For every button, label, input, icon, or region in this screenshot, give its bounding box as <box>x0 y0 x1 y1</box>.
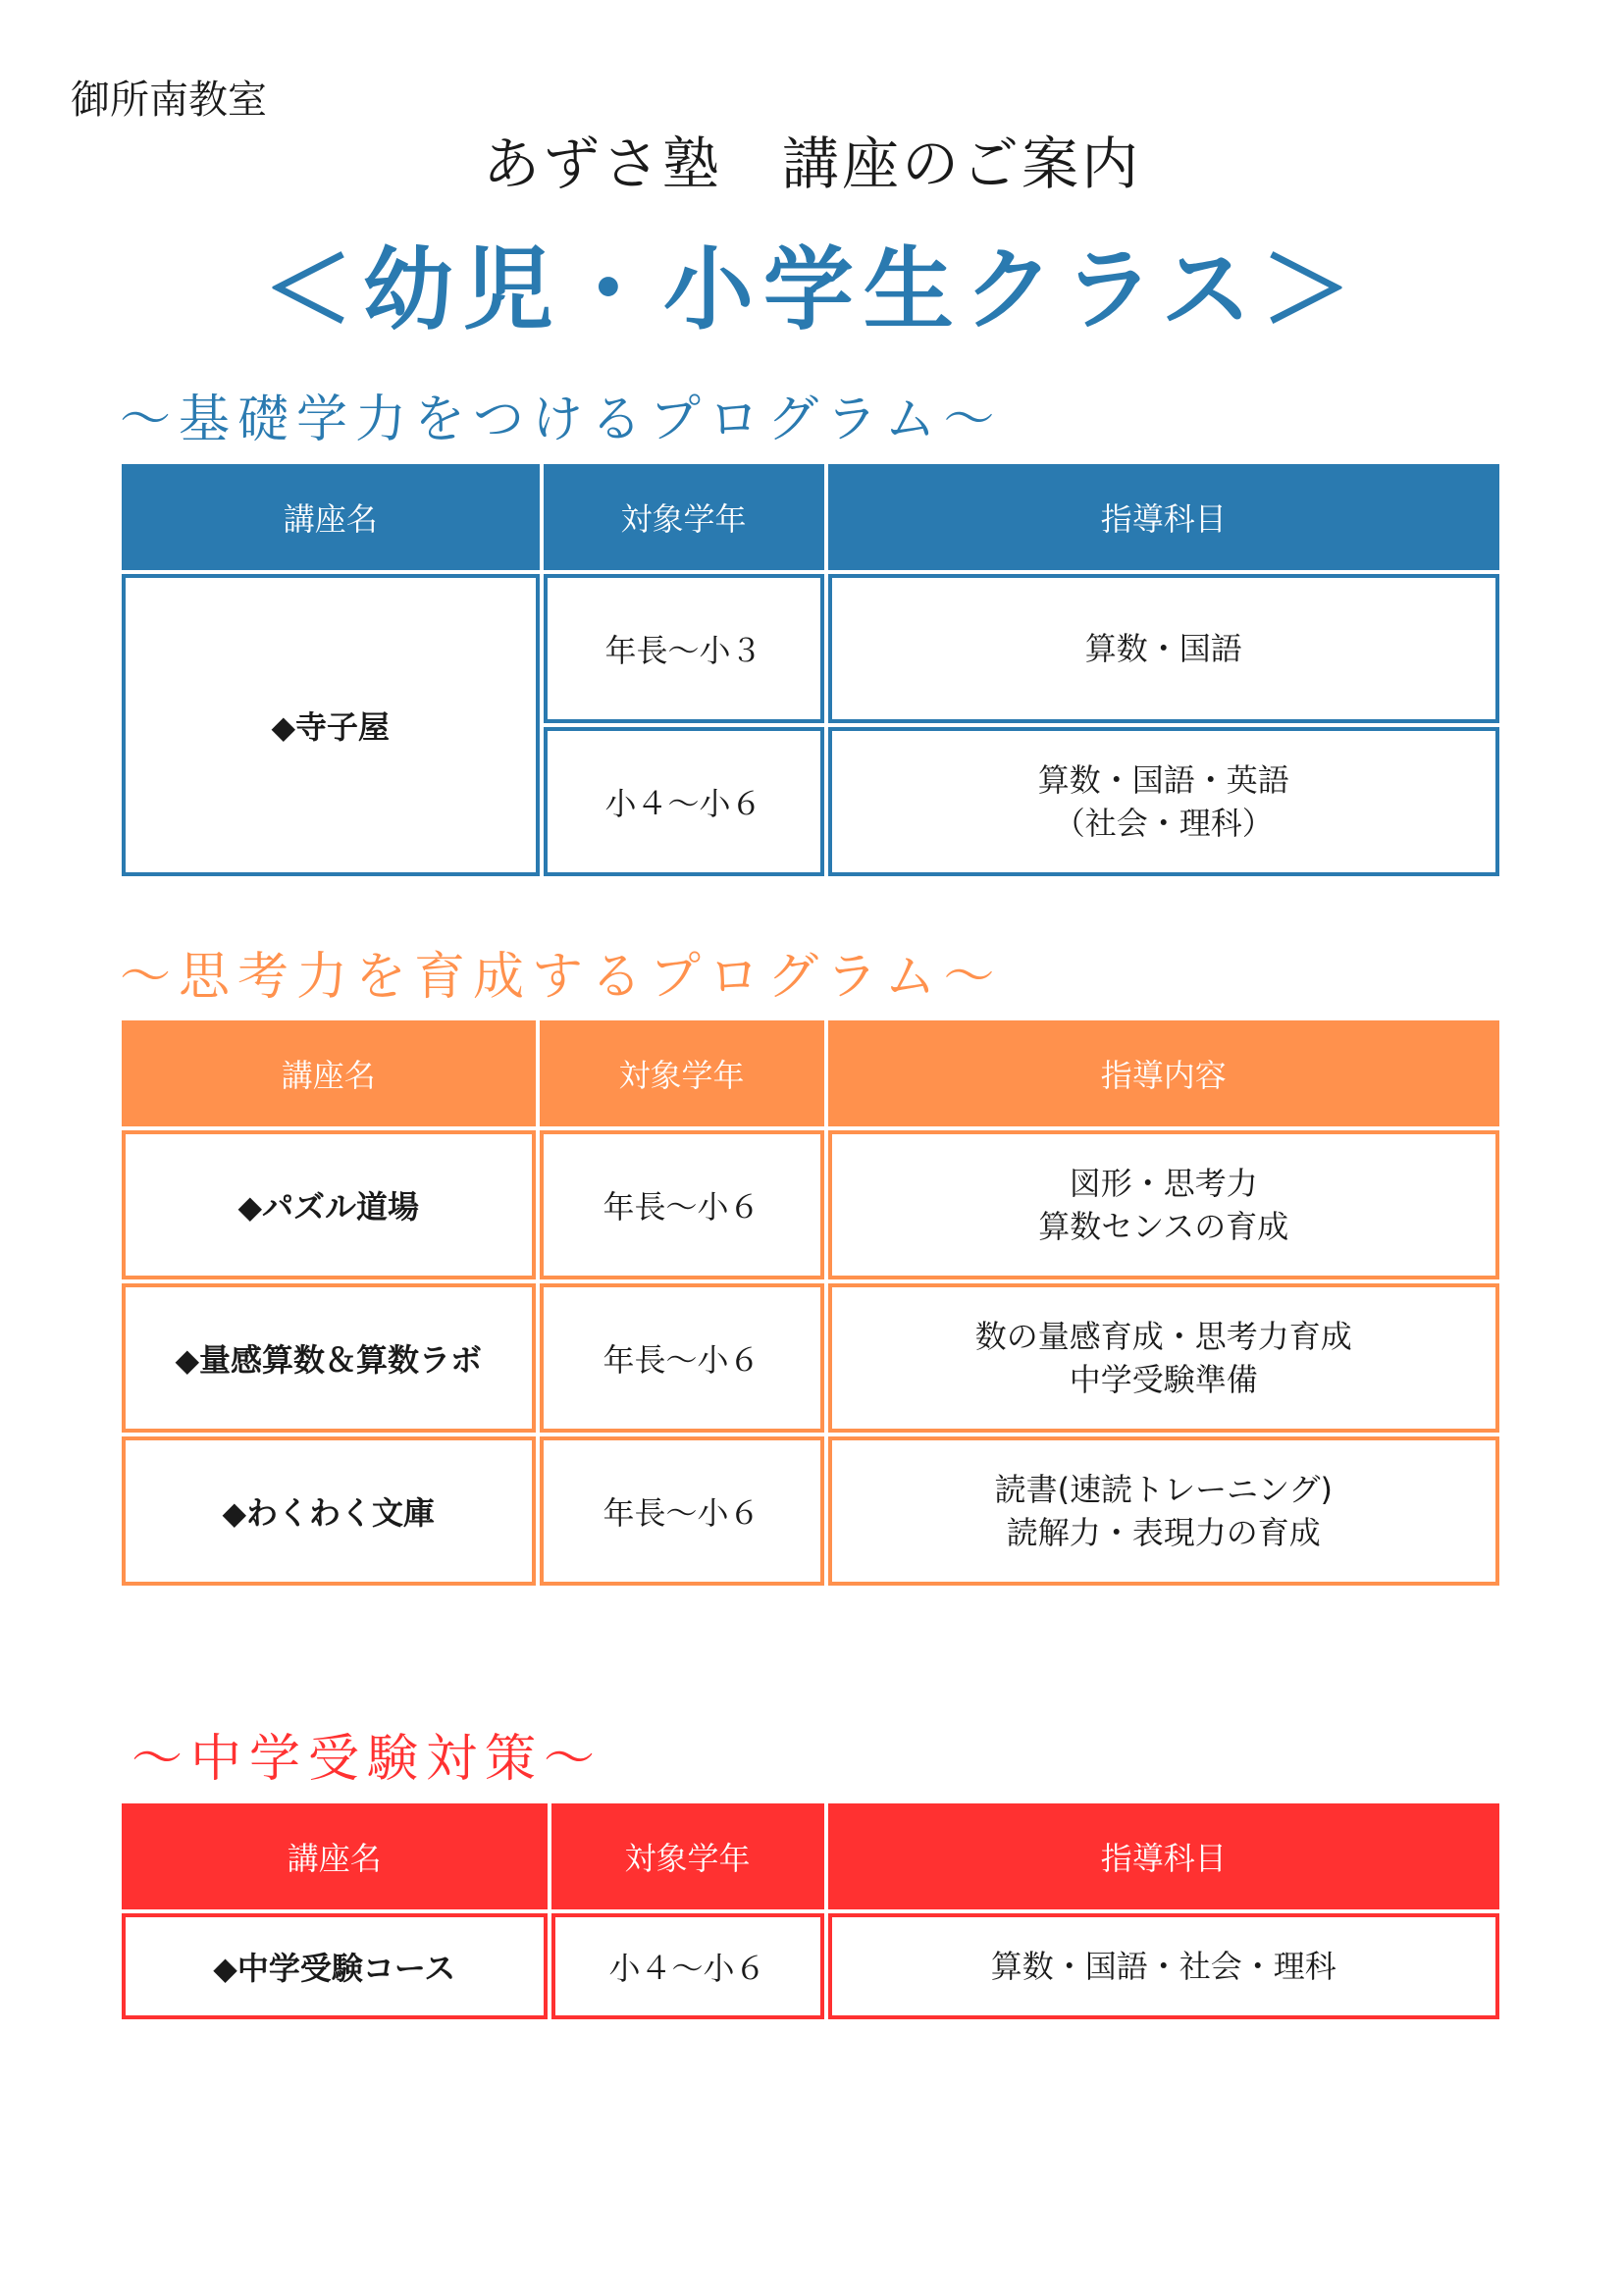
table-exam-program <box>118 1800 1503 2023</box>
content-cell <box>828 1436 1499 1586</box>
content-cell <box>828 727 1499 876</box>
table-basic-program <box>118 460 1503 880</box>
table-row <box>122 1436 1499 1586</box>
column-header-subjects: 指導科目 <box>828 1803 1499 1909</box>
grade-cell: 小４～小６ <box>544 727 824 876</box>
course-name: ◆中学受験コース <box>122 1913 548 2019</box>
column-header-grade: 対象学年 <box>540 1020 824 1126</box>
table-thinking-program <box>118 1017 1503 1590</box>
column-header-course: 講座名 <box>122 464 540 570</box>
page-subtitle: ＜幼児・小学生クラス＞ <box>262 237 1362 342</box>
content-cell <box>828 1913 1499 2019</box>
column-header-content: 指導内容 <box>828 1020 1499 1126</box>
classroom-name: 御所南教室 <box>71 78 267 123</box>
grade-cell: 小４～小６ <box>551 1913 824 2019</box>
content-line: 算数・国語・英語 <box>1037 761 1289 799</box>
table-header-row <box>122 1020 1499 1126</box>
table-row <box>122 574 1499 723</box>
section-heading-basic: ～基礎学力をつけるプログラム～ <box>120 391 1003 449</box>
column-header-course: 講座名 <box>122 1803 548 1909</box>
content-line: 読解力・表現力の育成 <box>1006 1514 1321 1551</box>
table-row <box>122 1130 1499 1279</box>
column-header-subjects: 指導科目 <box>828 464 1499 570</box>
column-header-grade: 対象学年 <box>551 1803 824 1909</box>
content-line: 算数・国語・社会・理科 <box>990 1948 1336 1985</box>
content-cell <box>828 574 1499 723</box>
table-row <box>122 1913 1499 2019</box>
grade-cell: 年長～小６ <box>540 1283 824 1433</box>
grade-cell: 年長～小６ <box>540 1436 824 1586</box>
content-line: 中学受験準備 <box>1069 1361 1258 1398</box>
content-line: 図形・思考力 <box>1069 1165 1258 1202</box>
course-name: ◆寺子屋 <box>122 574 540 876</box>
content-cell <box>828 1130 1499 1279</box>
table-header-row <box>122 464 1499 570</box>
page-title: あずさ塾 講座のご案内 <box>482 130 1141 197</box>
content-cell <box>828 1283 1499 1433</box>
section-heading-exam: ～中学受験対策～ <box>131 1730 603 1789</box>
table-row <box>122 1283 1499 1433</box>
column-header-grade: 対象学年 <box>544 464 824 570</box>
table-header-row <box>122 1803 1499 1909</box>
content-line: 算数センスの育成 <box>1038 1208 1289 1245</box>
content-line: （社会・理科） <box>1053 805 1274 842</box>
section-heading-thinking: ～思考力を育成するプログラム～ <box>120 948 1003 1007</box>
grade-cell: 年長～小６ <box>540 1130 824 1279</box>
column-header-course: 講座名 <box>122 1020 536 1126</box>
course-name: ◆わくわく文庫 <box>122 1436 536 1586</box>
content-line: 算数・国語 <box>1084 630 1242 667</box>
grade-cell: 年長～小３ <box>544 574 824 723</box>
content-line: 読書(速読トレーニング) <box>994 1471 1333 1508</box>
course-name: ◆パズル道場 <box>122 1130 536 1279</box>
course-name: ◆量感算数＆算数ラボ <box>122 1283 536 1433</box>
content-line: 数の量感育成・思考力育成 <box>974 1318 1352 1355</box>
